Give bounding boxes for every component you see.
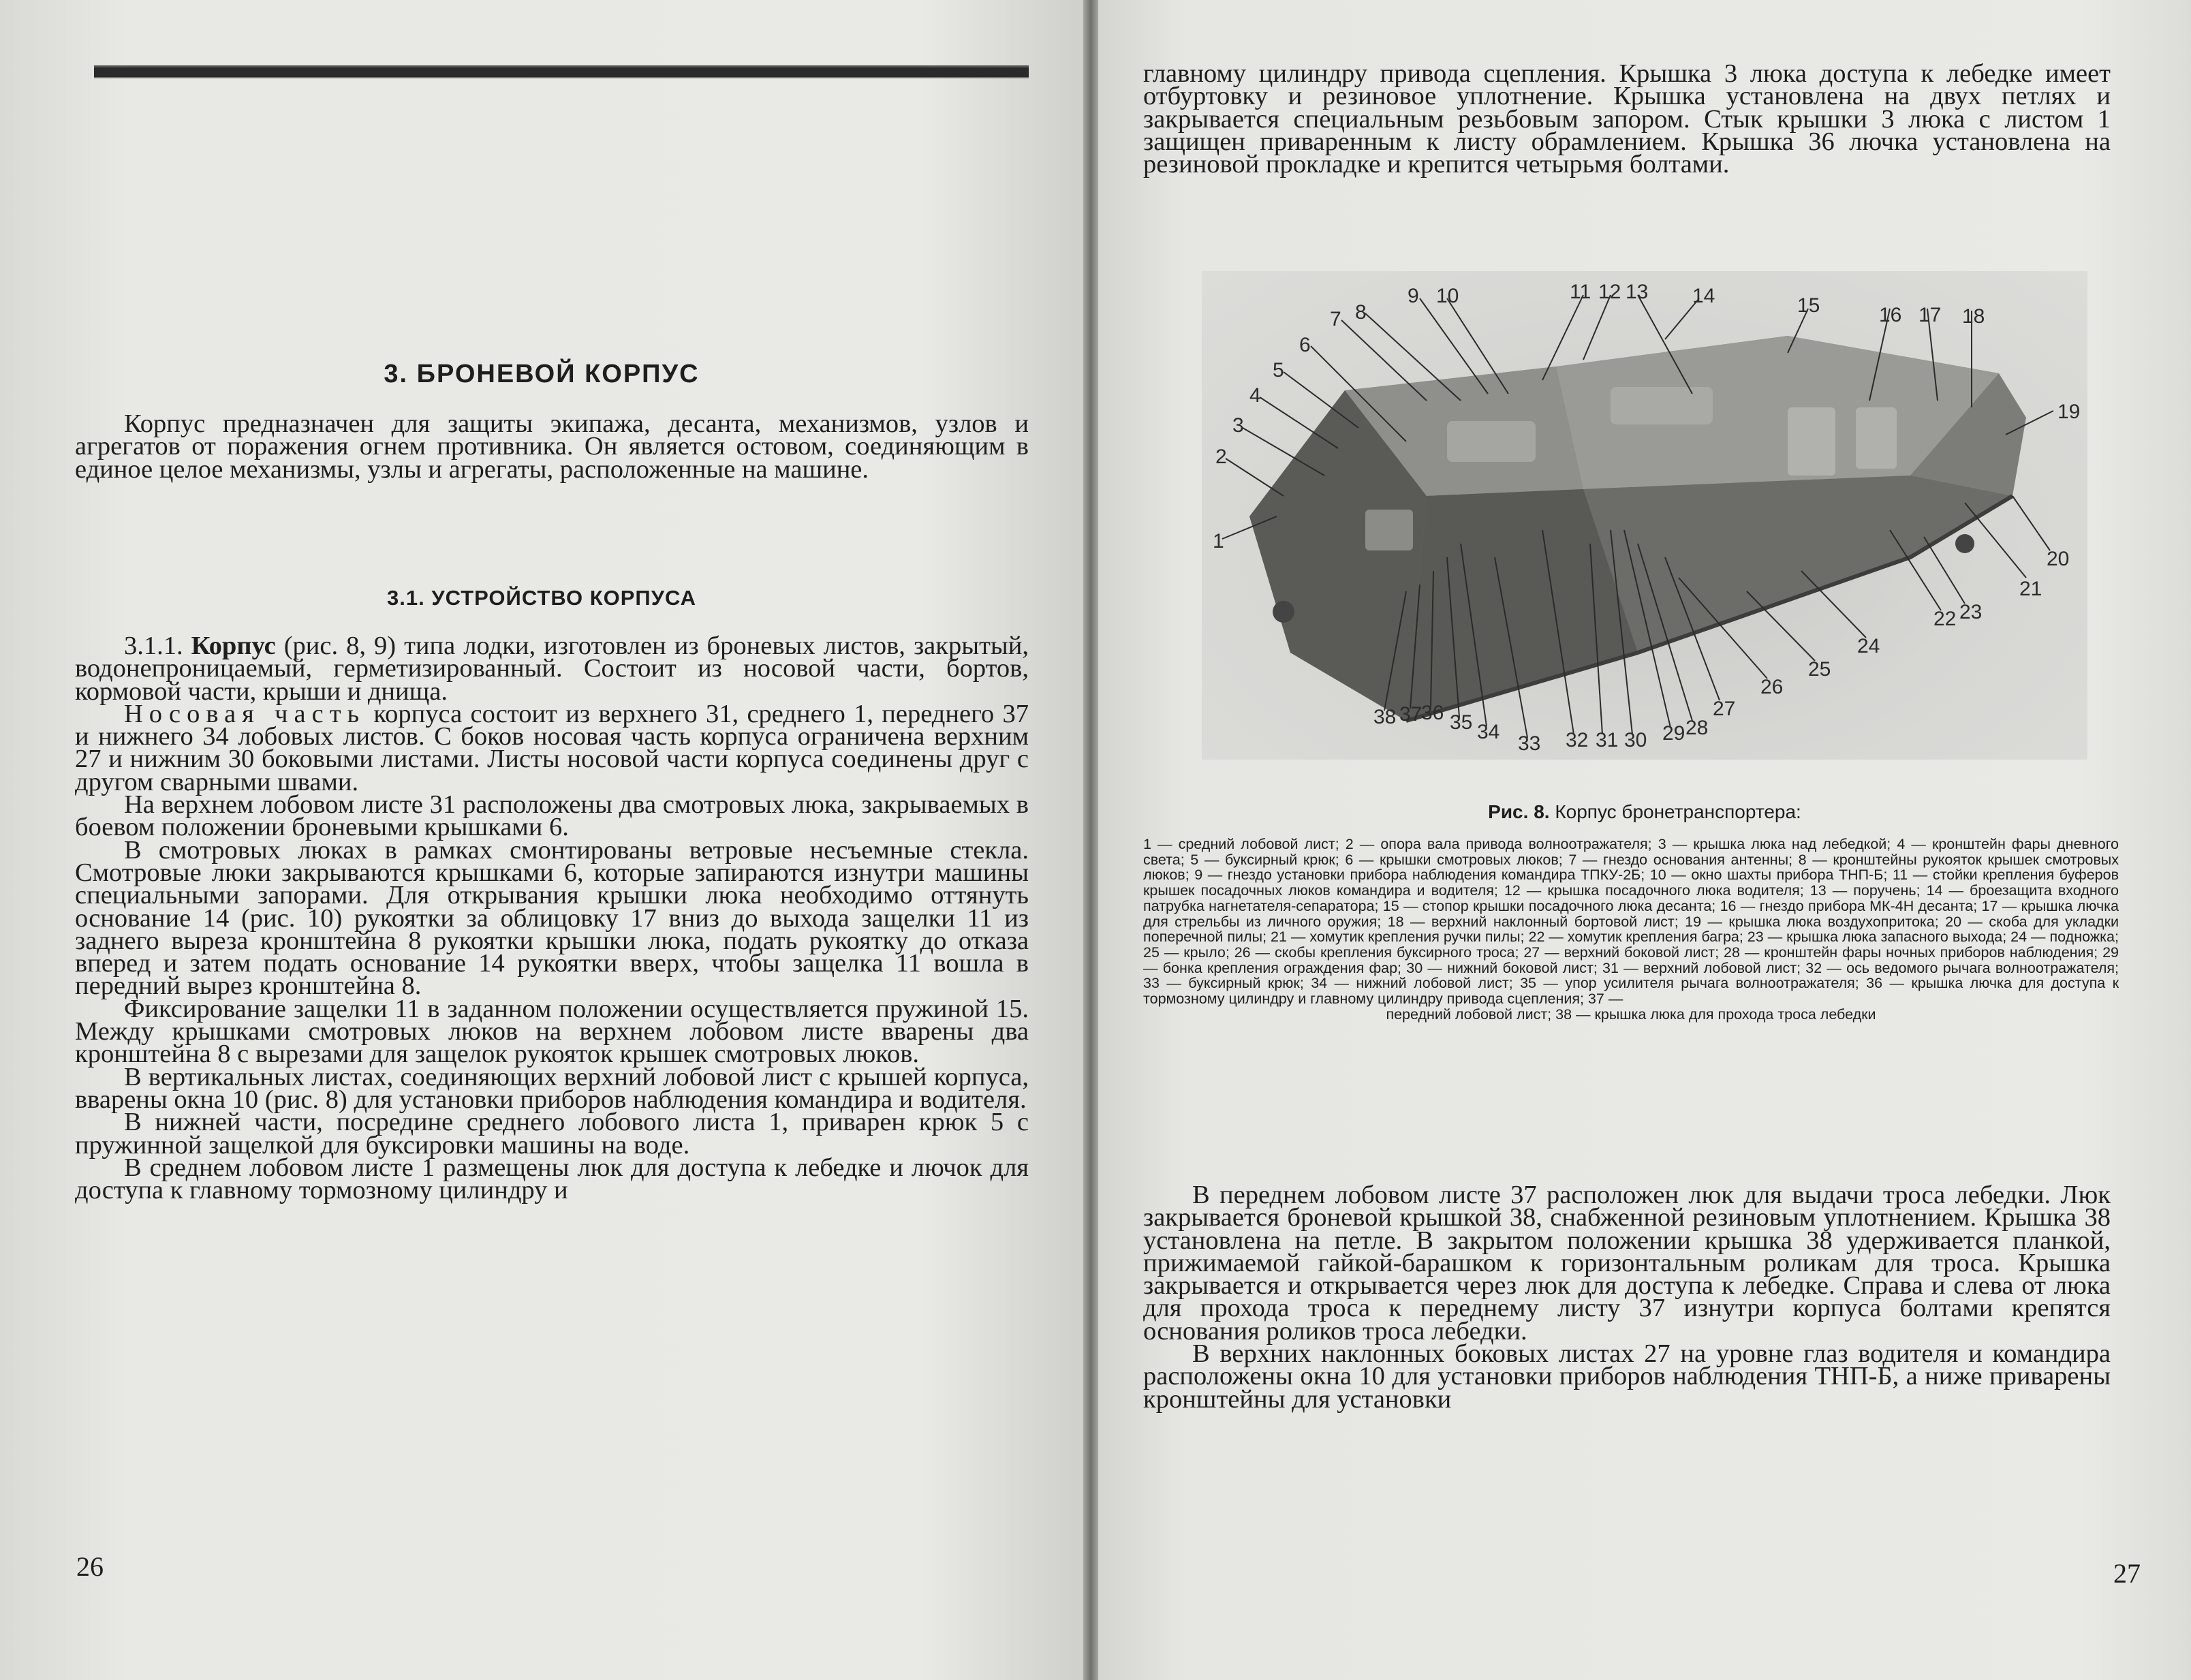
callout-22: 22	[1933, 608, 1957, 630]
callout-3: 3	[1232, 414, 1244, 437]
paragraph-side-windows: В верхних наклонных боковых листах 27 на уровне глаз водителя и командира расположены окна 10 для установки приборов наблюдения ТНП-Б, а ниже приварены кронштейны для установки	[1143, 1339, 2111, 1414]
term-korpus: Корпус	[191, 632, 276, 660]
intro-paragraph	[75, 409, 1029, 484]
paragraph-3-1-1	[75, 632, 1029, 706]
callout-38: 38	[1373, 706, 1397, 728]
callout-9: 9	[1408, 285, 1419, 307]
paragraph-windows: В вертикальных листах, соединяющих верхний лобовой лист с крышей корпуса, вварены окна 10 (рис. 8) для установки приборов наблюдения командира и водителя.	[75, 1062, 1029, 1114]
callout-32: 32	[1566, 729, 1589, 751]
hull-body	[1249, 336, 2026, 721]
paragraph-winch-hatch: В среднем лобовом листе 1 размещены люк для доступа к лебедке и лючок для доступа к главному тормозному цилиндру и	[75, 1153, 1029, 1205]
paragraph-hatches: В смотровых люках в рамках смонтированы ветровые несъемные стекла. Смотровые люки закрываются крышками 6, которые запираются изнутри машины специальными запорами. Для открывания крышки люка необходимо оттянуть основание 14 (рис. 10) рукоятки за облицовку 17 вниз до выхода защелки 11 из заднего выреза кронштейна 8 рукоятки крышки люка, подать рукоятку до отказа вперед и затем подать основание 14 рукоятки вверх, чтобы защелка 11 вошла в передний вырез кронштейна 8.	[75, 835, 1029, 1001]
callout-17: 17	[1918, 304, 1942, 326]
callout-13: 13	[1626, 281, 1649, 303]
callout-8: 8	[1355, 301, 1367, 324]
paragraph-latch: Фиксирование защелки 11 в заданном положении осуществляется пружиной 15. Между крышками смотровых люков на верхнем лобовом листе вварены два кронштейна 8 с вырезами для защелок рукояток крышек смотровых люков.	[75, 994, 1029, 1069]
callout-28: 28	[1685, 717, 1709, 739]
callout-35: 35	[1450, 711, 1473, 734]
callout-27: 27	[1713, 698, 1736, 720]
page-number-right: 27	[2113, 1558, 2141, 1589]
right-top-text	[1143, 59, 2111, 179]
top-rule	[94, 65, 1029, 78]
hull-illustration	[1202, 271, 2087, 760]
callout-36: 36	[1421, 702, 1444, 724]
right-body-text	[1143, 1181, 2111, 1414]
callout-33: 33	[1518, 732, 1541, 755]
callout-20: 20	[2047, 548, 2070, 570]
callout-18: 18	[1962, 305, 1985, 328]
paragraph-nose	[75, 699, 1029, 796]
paragraph-text: корпуса состоит из верхнего 31, среднего 1, переднего 37 и нижнего 34 лобовых листов. С боков носовая часть корпуса ограничена верхним 27 и нижним 30 боковыми листами. Листы носовой части корпуса соединены друг с другом сварными швами.	[75, 699, 1029, 796]
callout-10: 10	[1436, 285, 1459, 307]
callout-29: 29	[1662, 722, 1685, 745]
callout-7: 7	[1330, 308, 1341, 330]
callout-12: 12	[1598, 281, 1621, 303]
callout-1: 1	[1213, 530, 1224, 553]
callout-31: 31	[1596, 729, 1619, 751]
chapter-title: 3. БРОНЕВОЙ КОРПУС	[384, 360, 700, 388]
callout-11: 11	[1570, 281, 1591, 303]
legend-text: 1 — средний лобовой лист; 2 — опора вала привода волноотражателя; 3 — крышка люка над лебедкой; 4 — кронштейн фары дневного света; 5 — буксирный крюк; 6 — крышки смотровых люков; 7 — гнездо основания антенны; 8 — кронштейны рукояток крышек смотровых люков; 9 — гнездо установки прибора наблюдения командира ТПКУ-2Б; 10 — окно шахты прибора ТНП-Б; 11 — стойки крепления буферов крышек посадочных люков командира и водителя; 12 — крышка посадочного люка водителя; 13 — поручень; 14 — броезащита входного патрубка нагнетателя-сепаратора; 15 — стопор крышки посадочного люка десанта; 16 — гнездо прибора МК-4Н десанта; 17 — крышка лючка для стрельбы из личного оружия; 18 — верхний наклонный бортовой лист; 19 — крышка люка воздухопритока; 20 — скоба для укладки поперечной пилы; 21 — хомутик крепления ручки пилы; 22 — хомутик крепления багра; 23 — крышка люка запасного выхода; 24 — подножка; 25 — крыло; 26 — скобы крепления буксирного троса; 27 — верхний боковой лист; 28 — кронштейн фары ночных приборов наблюдения; 29 — бонка крепления ограждения фар; 30 — нижний боковой лист; 31 — верхний лобовой лист; 32 — ось ведомого рычага волноотражателя; 33 — буксирный крюк; 34 — нижний лобовой лист; 35 — упор усилителя рычага волноотражателя; 36 — крышка лючка для доступа к тормозному цилиндру и главному цилиндру привода сцепления; 37 —	[1143, 836, 2119, 1008]
callout-21: 21	[2019, 578, 2042, 600]
legend-last-line: передний лобовой лист; 38 — крышка люка для прохода троса лебедки	[1386, 1006, 1876, 1023]
figure-label: Рис. 8.	[1488, 801, 1550, 822]
callout-26: 26	[1760, 676, 1784, 698]
right-page	[1098, 0, 2191, 1680]
figure-8-hull-photo	[1202, 271, 2087, 760]
callout-14: 14	[1692, 285, 1715, 307]
callout-23: 23	[1959, 601, 1983, 623]
callout-15: 15	[1797, 294, 1820, 317]
callout-5: 5	[1273, 359, 1284, 382]
figure-caption	[1098, 801, 2191, 823]
paragraph-text: (рис. 8, 9) типа лодки, изготовлен из броневых листов, закрытый, водонепроницаемый, герметизированный. Состоит из носовой части, бортов, кормовой части, крыши и днища.	[75, 632, 1029, 706]
callout-37: 37	[1399, 703, 1423, 726]
callout-19: 19	[2057, 401, 2081, 423]
callout-4: 4	[1249, 384, 1261, 407]
intro-text: Корпус предназначен для защиты экипажа, десанта, механизмов, узлов и агрегатов от поражения огнем противника. Он является остовом, соединяющим в единое целое механизмы, узлы и агрегаты, расположенные на машине.	[75, 409, 1029, 484]
paragraph-upper-sheet: На верхнем лобовом листе 31 расположены два смотровых люка, закрываемых в боевом положении броневыми крышками 6.	[75, 790, 1029, 842]
continued-paragraph: главному цилиндру привода сцепления. Крышка 3 люка доступа к лебедке имеет отбуртовку и резиновое уплотнение. Крышка установлена на двух петлях и закрывается специальным резьбовым запором. Стык крышки 3 люка с листом 1 защищен приваренным к листу обрамлением. Крышка 36 лючка установлена на резиновой прокладке и крепится четырьмя болтами.	[1143, 59, 2111, 179]
callout-25: 25	[1808, 658, 1831, 681]
left-page	[0, 0, 1083, 1680]
page-number-left: 26	[76, 1551, 104, 1582]
book-gutter	[1083, 0, 1098, 1680]
callout-16: 16	[1879, 304, 1902, 326]
spaced-term: Носовая часть	[124, 699, 366, 728]
paragraph-winch-cable: В переднем лобовом листе 37 расположен люк для выдачи троса лебедки. Люк закрывается броневой крышкой 38, снабженной резиновым уплотнением. Крышка 38 установлена на петле. В закрытом положении крышка 38 удерживается планкой, прижимаемой гайкой-барашком к горизонтальным роликам для троса. Крышка закрывается и открывается через люк для доступа к лебедке. Справа и слева от люка для прохода троса к переднему листу 37 изнутри корпуса болтами крепятся основания роликов троса лебедки.	[1143, 1181, 2111, 1345]
paragraph-hook: В нижней части, посредине среднего лобового листа 1, приварен крюк 5 с пружинной защелкой для буксировки машины на воде.	[75, 1108, 1029, 1160]
left-body-text	[75, 632, 1029, 1205]
callout-34: 34	[1477, 721, 1500, 743]
figure-title: Корпус бронетранспортера:	[1555, 801, 1801, 822]
figure-legend	[1143, 837, 2119, 1022]
callout-30: 30	[1624, 729, 1647, 751]
paragraph-number: 3.1.1.	[124, 632, 183, 660]
callout-2: 2	[1215, 446, 1227, 468]
callout-24: 24	[1857, 635, 1880, 657]
callout-6: 6	[1299, 334, 1311, 356]
section-title: 3.1. УСТРОЙСТВО КОРПУСА	[387, 586, 696, 610]
